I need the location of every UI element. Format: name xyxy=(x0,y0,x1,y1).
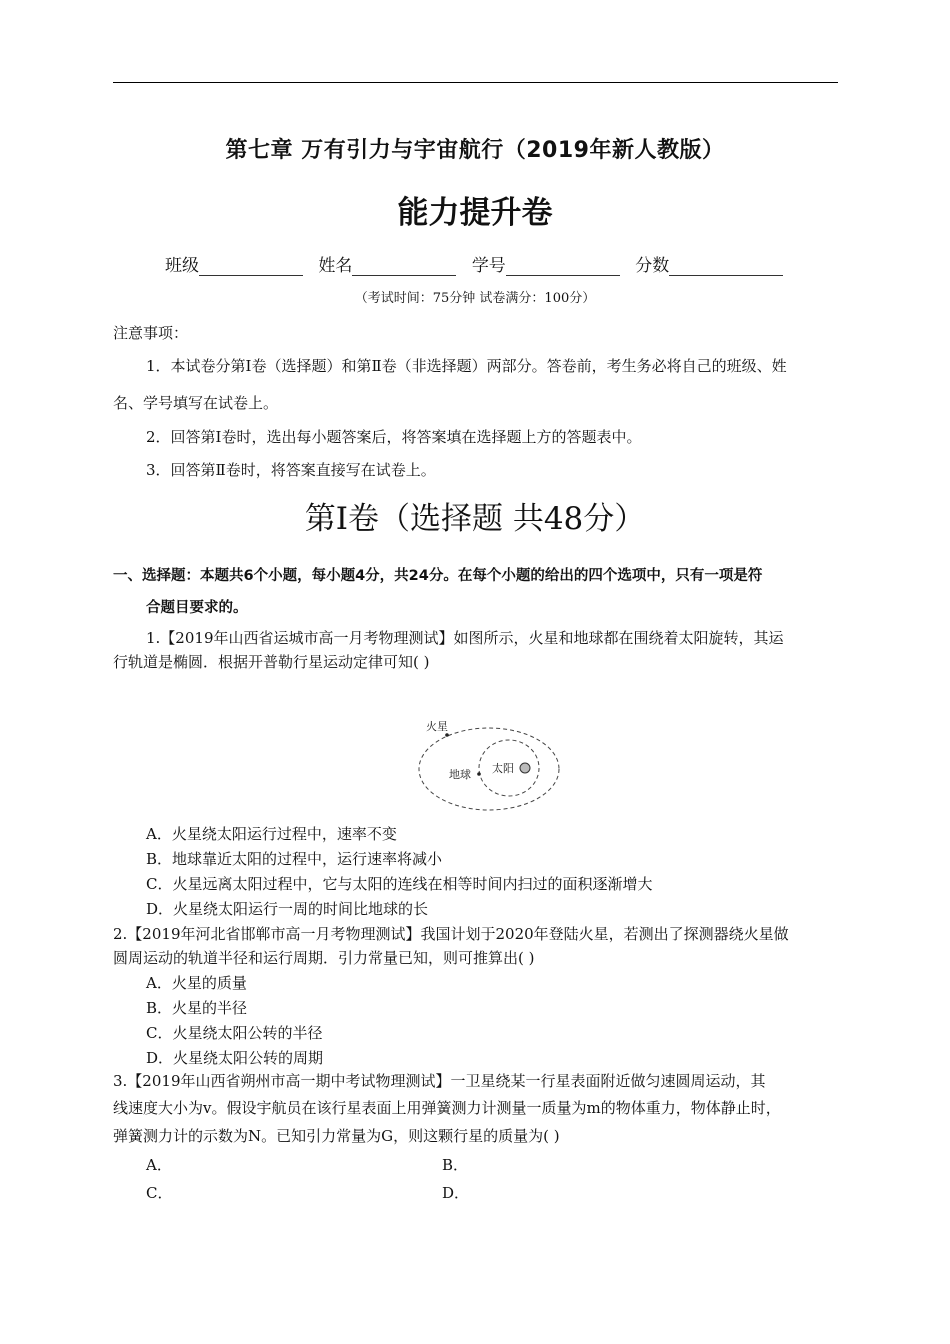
q1-option-d[interactable]: D．火星绕太阳运行一周的时间比地球的长 xyxy=(146,900,429,918)
q2-option-c[interactable]: C．火星绕太阳公转的半径 xyxy=(146,1024,323,1042)
q2-stem-cont: 圆周运动的轨道半径和运行周期．引力常量已知，则可推算出( ) xyxy=(113,949,535,967)
sun-label: 太阳 xyxy=(492,762,514,775)
q3-option-d[interactable]: D． xyxy=(442,1184,470,1202)
notice-item-2: 2．回答第Ⅰ卷时，选出每小题答案后，将答案填在选择题上方的答题表中。 xyxy=(146,428,642,446)
q1-stem: 1.【2019年山西省运城市高一月考物理测试】如图所示，火星和地球都在围绕着太阳旋转，其运 xyxy=(146,629,784,647)
score-label: 分数 xyxy=(635,256,670,276)
section-title: 第Ⅰ卷（选择题 共48分） xyxy=(304,501,646,537)
q3-stem-cont-2: 弹簧测力计的示数为N。已知引力常量为G，则这颗行星的质量为( ) xyxy=(113,1127,560,1145)
q3-option-a[interactable]: A． xyxy=(146,1156,172,1174)
id-label: 学号 xyxy=(471,256,506,276)
q1-option-c[interactable]: C．火星远离太阳过程中，它与太阳的连线在相等时间内扫过的面积逐渐增大 xyxy=(146,875,653,893)
part1-heading-cont: 合题目要求的。 xyxy=(146,600,248,616)
class-label: 班级 xyxy=(165,256,199,276)
student-info-line xyxy=(165,251,793,276)
sun-icon xyxy=(520,763,530,773)
class-blank[interactable] xyxy=(199,257,303,276)
document-title: 第七章 万有引力与宇宙航行（2019年新人教版） xyxy=(225,138,725,163)
q3-stem: 3.【2019年山西省朔州市高一期中考试物理测试】一卫星绕某一行星表面附近做匀速圆周运动，其 xyxy=(113,1072,766,1090)
earth-label: 地球 xyxy=(449,768,471,781)
mars-icon xyxy=(445,733,449,737)
q1-option-b[interactable]: B．地球靠近太阳的过程中，运行速率将减小 xyxy=(146,850,443,868)
notice-item-3: 3．回答第Ⅱ卷时，将答案直接写在试卷上。 xyxy=(146,461,436,479)
mars-orbit xyxy=(419,728,559,810)
q2-option-a[interactable]: A．火星的质量 xyxy=(146,974,247,992)
notice-item-1: 1．本试卷分第Ⅰ卷（选择题）和第Ⅱ卷（非选择题）两部分。答卷前，考生务必将自己的班级、姓 xyxy=(146,357,787,375)
q2-option-b[interactable]: B．火星的半径 xyxy=(146,999,248,1017)
q2-option-d[interactable]: D．火星绕太阳公转的周期 xyxy=(146,1049,324,1067)
document-subtitle: 能力提升卷 xyxy=(397,195,553,231)
orbit-figure xyxy=(414,712,564,812)
q2-stem: 2.【2019年河北省邯郸市高一月考物理测试】我国计划于2020年登陆火星，若测出了探测器绕火星做 xyxy=(113,925,789,943)
header-rule xyxy=(113,82,838,83)
exam-time-note: （考试时间：75分钟 试卷满分：100分） xyxy=(354,291,596,306)
q3-stem-cont-1: 线速度大小为v。假设宇航员在该行星表面上用弹簧测力计测量一质量为m的物体重力，物体静止时， xyxy=(113,1099,781,1117)
score-blank[interactable] xyxy=(669,257,783,276)
earth-icon xyxy=(477,772,481,776)
q1-stem-cont: 行轨道是椭圆．根据开普勒行星运动定律可知( ) xyxy=(113,653,430,671)
q1-option-a[interactable]: A．火星绕太阳运行过程中，速率不变 xyxy=(146,825,397,843)
id-blank[interactable] xyxy=(506,257,620,276)
name-label: 姓名 xyxy=(318,256,353,276)
q3-option-b[interactable]: B． xyxy=(442,1156,469,1174)
name-blank[interactable] xyxy=(352,257,456,276)
part1-heading: 一、选择题：本题共6个小题，每小题4分，共24分。在每个小题的给出的四个选项中，只有一项是符 xyxy=(113,568,763,584)
notice-item-1-cont: 名、学号填写在试卷上。 xyxy=(113,394,279,412)
mars-label: 火星 xyxy=(426,720,448,733)
notice-heading: 注意事项： xyxy=(113,324,189,342)
q3-option-c[interactable]: C． xyxy=(146,1184,173,1202)
